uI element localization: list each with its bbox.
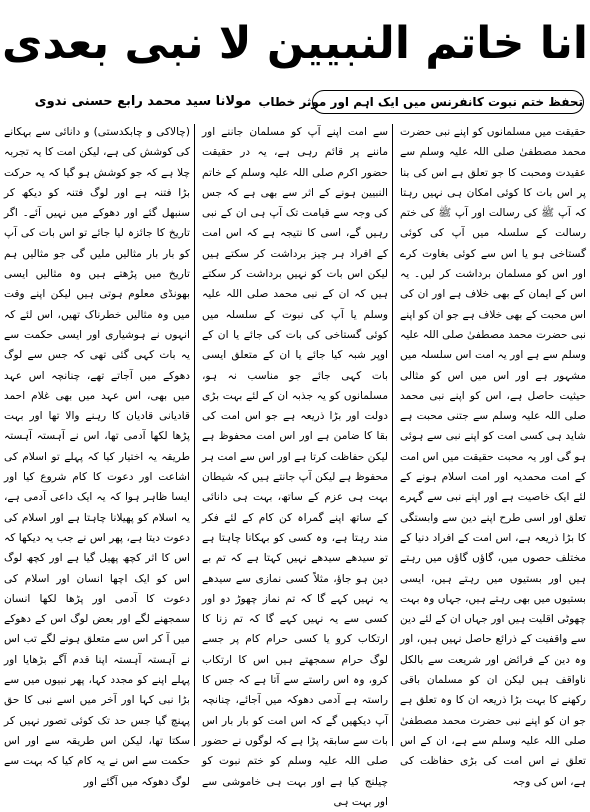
- article-column-1: [400, 122, 586, 788]
- subhead-row: [0, 84, 590, 120]
- article-column-2: [202, 122, 388, 808]
- column-text: حقیقت میں مسلمانوں کو اپنے نبی حضرت محمد مصطفیٰ صلی اللہ علیہ وسلم سے عقیدت ومحبت کا جو تعلق ہے اس کی بنا پر اس بات کا کوئی امکان ہی نہیں رہتا کہ آپ ﷺ کی رسالت اور آپ ﷺ کی ختم رسالت کے سلسلہ میں آپ کی کوئی گستاخی ہو یا اس سے کوئی بغاوت کرے اور اس کو مسلمان برداشت کر لیں۔ یہ اس کے ایمان کے بھی خلاف ہے اور ان کی اس محبت کے بھی خلاف ہے جو ان کو اپنے نبی حضرت محمد مصطفیٰ صلی اللہ علیہ وسلم سے ہے اور یہ امت اس سلسلہ میں مشہور ہے اور اس میں اس کو مثالی حیثیت حاصل ہے، اس کو اپنے نبی محمد صلی اللہ علیہ وسلم سے جتنی محبت ہے شاید ہی کسی امت کو اپنے نبی سے ہوئی ہو گی اور یہ محبت حقیقت میں اس امت کے امت محمدیہ اور امت اسلام ہونے کے لئے ایک خاصیت ہے اور اپنے نبی سے گہرے تعلق اور اسی طرح اپنے دین سے وابستگی کا بڑا ذریعہ ہے، اس امت کے افراد دنیا کے مختلف حصوں میں، گاؤں گاؤں میں رہتے ہیں اور بستیوں میں رہتے ہیں، ایسی بستیوں میں بھی رہتے ہیں، جہاں وہ بہت چھوٹی اقلیت ہیں اور جہاں ان کے لئے دین سے واقفیت کے ذرائع حاصل نہیں ہیں، اور وہ دین کے فرائض اور شریعت سے بالکل ناواقف ہیں لیکن ان کو مسلمان باقی رکھنے کا بہت بڑا ذریعہ ان کا وہ تعلق ہے جو ان کو اپنے نبی حضرت محمد مصطفیٰ صلی اللہ علیہ وسلم سے ہے، ان کے اس تعلق نے اس امت کی بڑی حفاظت کی ہے، اس کی وجہ: [400, 126, 586, 788]
- column-text: (چالاکی و چابکدستی) و دانائی سے بہکانے کی کوشش کی ہے، لیکن امت کا یہ تجربہ چلا ہے کہ جو کوشش ہو گیا کہ یہ حرکت بڑا فتنہ ہے اور لوگ فتنہ کو دیکھ کر سنبھل گئے اور دھوکے میں نہیں آئے۔ اگر تاریخ کا جائزہ لیا جائے تو اس بات کی آپ کو بار بار مثالیں ملیں گی جو مثالیں ہم تاریخ میں پڑھتے ہیں وہ مثالیں ایسی بھونڈی معلوم ہوتی ہیں لیکن اپنے وقت میں وہ مثالیں خطرناک تھیں، اس لئے کہ انہوں نے ہوشیاری اور ایسی حکمت سے یہ بات کہی گئی تھی کہ جس سے لوگ دھوکے میں آجاتے تھے، چنانچہ اس عہد میں بھی، اس عہد میں بھی غلام احمد قادیانی قادیان کا رہنے والا تھا اور بہت پڑھا لکھا آدمی تھا، اس نے آہستہ آہستہ طریقہ یہ اختیار کیا کہ پہلے تو اسلام کی اشاعت اور دعوت کا کام شروع کیا اور ایسا ظاہر ہوا کہ یہ ایک داعی آدمی ہے، یہ اسلام کو پھیلانا چاہتا ہے اور اسلام کی دعوت دیتا ہے، پھر اس نے جب یہ دیکھا کہ اس کا اثر کچھ پھیل گیا ہے اور کچھ لوگ اس کو ایک اچھا انسان اور اسلام کی دعوت کا آدمی اور پڑھا لکھا انسان سمجھنے لگے اور بعض لوگ اس کے دھوکے میں آ کر اس سے متعلق ہونے لگے تب اس نے آہستہ آہستہ اپنا قدم آگے بڑھایا اور پہلے اپنے کو مجدد کہا، پھر نبیوں میں سے بڑا نبی کہا اور آخر میں اسے نبی کا حق پہنچ گیا جس حد تک کوئی تصور نہیں کر سکتا تھا، لیکن اس طریقہ سے اور اس حکمت سے اس نے یہ کام کیا کہ بہت سے لوگ دھوکہ میں آگئے اور: [4, 126, 190, 788]
- headline: انا خاتم النبیین لا نبی بعدی: [2, 18, 588, 69]
- column-text: سے امت اپنے آپ کو مسلمان جاننے اور ماننے پر قائم رہی ہے، یہ در حقیقت حضور اکرم صلی اللہ علیہ وسلم کے خاتم النبیین ہونے کے اثر سے بھی ہے کہ جس کی وجہ سے قیامت تک آپ ہی ان کے نبی رہیں گے، اسی کا نتیجہ ہے کہ اس امت کے افراد ہر چیز برداشت کر سکتے ہیں لیکن اس بات کو نہیں برداشت کر سکتے ہیں کہ ان کے نبی محمد صلی اللہ علیہ وسلم یا آپ کی نبوت کے سلسلہ میں کوئی گستاخی کی بات کی جائے یا ان کے اوپر شبہ کیا جائے یا ان کے متعلق ایسی بات کہی جائے جو مناسب نہ ہو، مسلمانوں کو یہ جذبہ ان کے لئے بہت بڑی دولت اور بڑا ذریعہ ہے جو اس امت کی بقا کا ضامن ہے اور اس امت محفوظ ہے لیکن حفاظت کرتا ہے اور اس سے امت ہر محفوظ ہے لیکن آپ جانتے ہیں کہ شیطان بہت ہی عزم کے ساتھ، بہت ہی دانائی کے ساتھ اپنے گمراہ کن کام کے لئے فکر مند رہتا ہے، وہ کسی کو بہکانا چاہتا ہے تو سیدھے سیدھے نہیں کہتا ہے کہ تم بے دین ہو جاؤ، مثلاً کسی نمازی سے سیدھے یہ نہیں کہے گا کہ تم نماز چھوڑ دو اور کسی سے یہ نہیں کہے گا کہ تم زنا کا ارتکاب کرو یا کسی حرام کام پر جسے لوگ حرام سمجھتے ہیں اس کا ارتکاب کرو، وہ اس راستے سے آتا ہے کہ جس کا راستہ ہے آدمی دھوکہ میں آجائے، چنانچہ آپ دیکھیں گے کہ اس امت کو بار بار اس بات سے سابقہ پڑا ہے کہ لوگوں نے حضور صلی اللہ علیہ وسلم کو ختم نبوت کو چیلنج کیا ہے اور بہت ہی خاموشی سے اور بہت ہی: [202, 126, 388, 808]
- article-body: [4, 122, 586, 808]
- article-column-3: [4, 122, 190, 788]
- author-byline: مولانا سید محمد رابع حسنی ندوی: [34, 94, 252, 109]
- subtitle-banner: تحفظ ختم نبوت کانفرنس میں ایک اہم اور موثر خطاب: [312, 90, 584, 114]
